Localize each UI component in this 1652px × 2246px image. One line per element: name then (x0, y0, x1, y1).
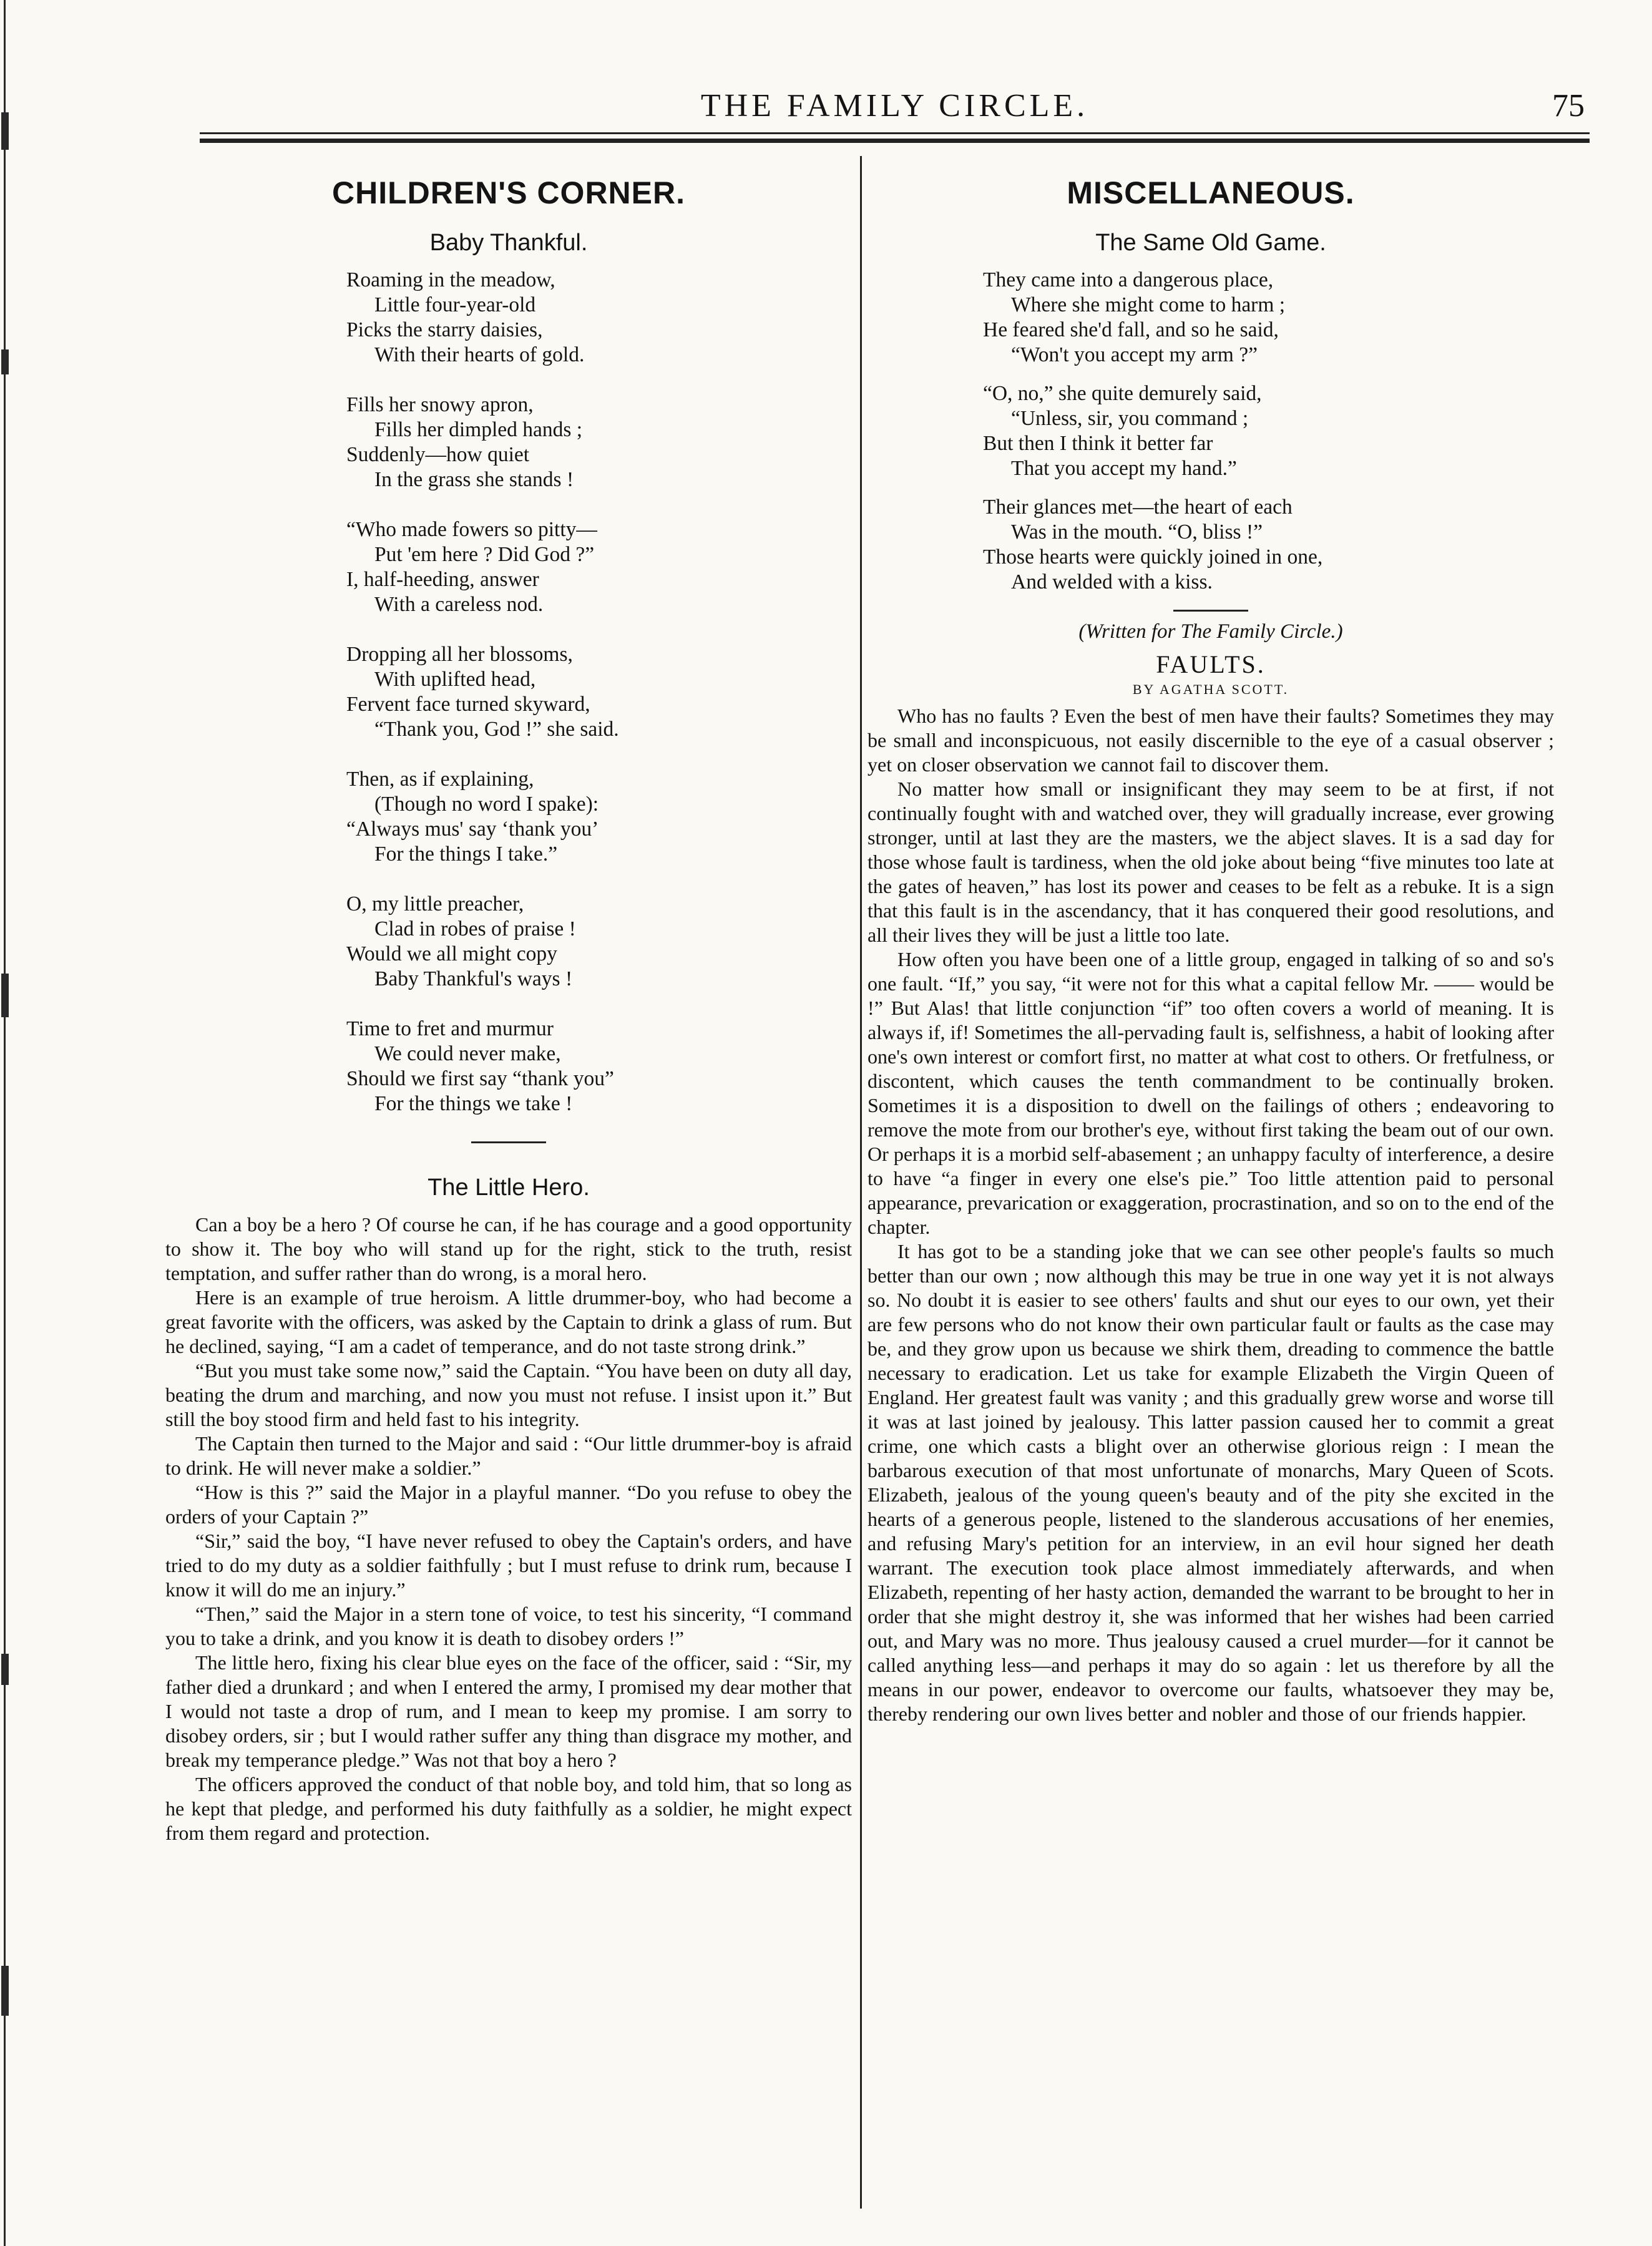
paragraph: It has got to be a standing joke that we can see other people's faults so much better than our own ; now although this may be true in one way yet it is not always so. No doubt it is easier to see others' faults and shut our eyes to our own, yet their are few persons who do not know their own particular fault or faults as the case may be, and they grow upon us because we shirk them, dreading to commence the battle necessary to eradication. Let us take for example Elizabeth the Virgin Queen of England. Her greatest fault was vanity ; and this gradually grew worse and worse till it was at last joined by jealousy. This latter passion caused her to commit a great crime, one which casts a blight over an otherwise glorious reign : I mean the barbarous execution of that most unfortunate of monarchs, Mary Queen of Scots. Elizabeth, jealous of the young queen's beauty and of the pity she excited in the hearts of a generous people, listened to the slanderous accusations of her enemies, and refusing Mary's petition for an interview, in an evil hour signed her death warrant. The execution took place almost immediately afterwards, and when Elizabeth, repenting of her hasty action, demanded the warrant to be brought to her in order that she might destroy it, she was informed that her wishes had been carried out, and Mary was no more. Thus jealousy caused a cruel murder—for it cannot be called anything less—and perhaps it may do so again : let us therefore by all the means in our power, endeavor to overcome our faults, whatsoever they may be, thereby rendering our own lives better and nobler and those of our friends happier. (868, 1240, 1554, 1725)
header-rule-thick (200, 139, 1590, 143)
poem-stanza (983, 495, 1554, 595)
poem-line: “O, no,” she quite demurely said, (983, 382, 1262, 405)
poem-line: With uplifted head, (374, 668, 536, 691)
poem-title-same-old-game: The Same Old Game. (1095, 230, 1326, 256)
poem-line: With their hearts of gold. (374, 343, 585, 366)
poem-stanza (346, 767, 852, 867)
poem-line: Would we all might copy (346, 942, 557, 965)
poem-line: Then, as if explaining, (346, 768, 534, 791)
story-title-little-hero: The Little Hero. (428, 1174, 590, 1201)
poem-line: Fervent face turned skyward, (346, 693, 590, 716)
paragraph: “Sir,” said the boy, “I have never refused to obey the Captain's orders, and have tried to do my duty as a soldier faithfully ; but I must refuse to drink rum, because I know it will do me an injury.” (165, 1530, 852, 1601)
paragraph: “But you must take some now,” said the Captain. “You have been on duty all day, beating the drum and marching, and now you must not refuse. I insist upon it.” But still the boy stood firm and held fast to his integrity. (165, 1359, 852, 1430)
header-rule-thin (200, 132, 1590, 134)
poem-line: But then I think it better far (983, 432, 1213, 455)
poem-stanza (346, 268, 852, 368)
paragraph: The little hero, fixing his clear blue eyes on the face of the officer, said : “Sir, my father died a drunkard ; and when I entered the army, I promised my dear mother that I would not taste a drop of rum, and I mean to keep my promise. I am sorry to disobey orders, sir ; but I would rather suffer any thing than disgrace my mother, and break my temperance pledge.” Was not that boy a hero ? (165, 1651, 852, 1771)
story-little-hero (165, 1213, 852, 1845)
masthead: THE FAMILY CIRCLE. (700, 88, 1089, 124)
article-title-faults: FAULTS. (1156, 650, 1266, 678)
poem-line: He feared she'd fall, and so he said, (983, 318, 1279, 341)
paragraph: The officers approved the conduct of that noble boy, and told him, that so long as he kept that pledge, and performed his duty faithfully as a soldier, he might expect from them regard and protection. (165, 1773, 852, 1844)
article-byline: BY AGATHA SCOTT. (1132, 681, 1289, 697)
section-title-miscellaneous: MISCELLANEOUS. (1067, 175, 1355, 210)
poem-line: Where she might come to harm ; (1011, 293, 1286, 316)
poem-line: “Thank you, God !” she said. (374, 718, 619, 741)
poem-line: Picks the starry daisies, (346, 318, 543, 341)
poem-stanza (346, 517, 852, 617)
paragraph: “Then,” said the Major in a stern tone of voice, to test his sincerity, “I command you to take a drink, and you know it is death to disobey orders !” (165, 1603, 852, 1649)
poem-line: Fills her snowy apron, (346, 393, 534, 416)
article-faults (868, 704, 1554, 1726)
poem-line: Was in the mouth. “O, bliss !” (1011, 520, 1263, 544)
poem-baby-thankful (346, 268, 852, 1116)
poem-stanza (346, 1017, 852, 1116)
section-title-childrens-corner: CHILDREN'S CORNER. (331, 175, 686, 210)
poem-line: Clad in robes of praise ! (374, 917, 576, 940)
poem-stanza (346, 642, 852, 742)
poem-line: We could never make, (374, 1042, 561, 1065)
poem-stanza (346, 892, 852, 992)
page-number: 75 (1552, 88, 1585, 124)
poem-line: O, my little preacher, (346, 892, 524, 915)
paragraph: Can a boy be a hero ? Of course he can, if he has courage and a good opportunity to show it. The boy who will stand up for the right, stick to the truth, resist temptation, and suffer rather than do wrong, is a moral hero. (165, 1213, 852, 1284)
poem-line: In the grass she stands ! (374, 468, 574, 491)
column-divider (860, 156, 862, 2209)
poem-line: Dropping all her blossoms, (346, 643, 573, 666)
separator-rule (1173, 610, 1248, 612)
poem-line: “Won't you accept my arm ?” (1011, 343, 1258, 366)
poem-line: Roaming in the meadow, (346, 268, 555, 291)
poem-line: And welded with a kiss. (1011, 570, 1213, 593)
poem-title-baby-thankful: Baby Thankful. (429, 230, 588, 256)
poem-line: For the things we take ! (374, 1092, 573, 1115)
poem-line: That you accept my hand.” (1011, 457, 1237, 480)
poem-line: (Though no word I spake): (374, 793, 599, 816)
poem-line: Fills her dimpled hands ; (374, 418, 583, 441)
poem-line: Put 'em here ? Did God ?” (374, 543, 595, 566)
right-column (868, 156, 1554, 2221)
paragraph: “How is this ?” said the Major in a playful manner. “Do you refuse to obey the orders of your Captain ?” (165, 1481, 852, 1528)
written-for-note: (Written for The Family Circle.) (1078, 620, 1343, 643)
poem-line: “Unless, sir, you command ; (1011, 407, 1249, 430)
poem-stanza (983, 268, 1554, 368)
poem-line: Should we first say “thank you” (346, 1067, 614, 1090)
paragraph: Here is an example of true heroism. A little drummer-boy, who had become a great favorite with the officers, was asked by the Captain to drink a glass of rum. But he declined, saying, “I am a cadet of temperance, and do not taste strong drink.” (165, 1286, 852, 1357)
page-header (200, 87, 1590, 137)
poem-line: Time to fret and murmur (346, 1017, 554, 1040)
poem-line: Little four-year-old (374, 293, 536, 316)
poem-line: They came into a dangerous place, (983, 268, 1274, 291)
poem-line: With a careless nod. (374, 593, 544, 616)
poem-line: Their glances met—the heart of each (983, 496, 1293, 519)
poem-line: “Who made fowers so pitty— (346, 518, 597, 541)
paragraph: How often you have been one of a little group, engaged in talking of so and so's one fault. “If,” you say, “it were not for this what a capital fellow Mr. —— would be !” But Alas! that little conjunction “if” too often covers a world of meaning. It is always if, if! Sometimes the all-pervading fault is, selfishness, a habit of looking after one's own interest or comfort first, no matter at what cost to others. Or fretfulness, or discontent, which causes the tenth commandment to be continually broken. Sometimes it is a disposition to dwell on the failings of others ; endeavoring to remove the mote from our brother's eye, without first taking the beam out of our own. Or perhaps it is a morbid self-abasement ; an unhappy faculty of interference, a desire to have “a finger in every one else's pie.” Too little attention paid to personal appearance, prevarication or exaggeration, procrastination, and so on to the end of the chapter. (868, 948, 1554, 1238)
poem-line: Suddenly—how quiet (346, 443, 530, 466)
paragraph: No matter how small or insignificant they may seem to be at first, if not continually fought with and watched over, they will gradually increase, ever growing stronger, until at last they are the masters, we the abject slaves. It is a sad day for those whose fault is tardiness, when the old joke about being “five minutes too late at the gates of heaven,” has lost its power and ceases to be felt as a rebuke. It is a sign that this fault is in the ascendancy, that it has conquered their good resolutions, and all their lives they will be just a little too late. (868, 778, 1554, 946)
poem-line: Those hearts were quickly joined in one, (983, 545, 1323, 569)
poem-line: For the things I take.” (374, 842, 558, 866)
poem-stanza (346, 393, 852, 492)
poem-line: I, half-heeding, answer (346, 568, 539, 591)
paragraph: The Captain then turned to the Major and said : “Our little drummer-boy is afraid to drink. He will never make a soldier.” (165, 1432, 852, 1479)
poem-line: “Always mus' say ‘thank you’ (346, 818, 599, 841)
separator-rule (471, 1141, 546, 1143)
paragraph: Who has no faults ? Even the best of men have their faults? Sometimes they may be small and inconspicuous, not easily discernible to the eye of a casual observer ; yet on closer observation we cannot fail to discover them. (868, 705, 1554, 776)
left-column (165, 156, 852, 2221)
binding-edge (0, 0, 14, 2246)
poem-line: Baby Thankful's ways ! (374, 967, 573, 990)
poem-same-old-game (983, 268, 1554, 595)
poem-stanza (983, 381, 1554, 481)
